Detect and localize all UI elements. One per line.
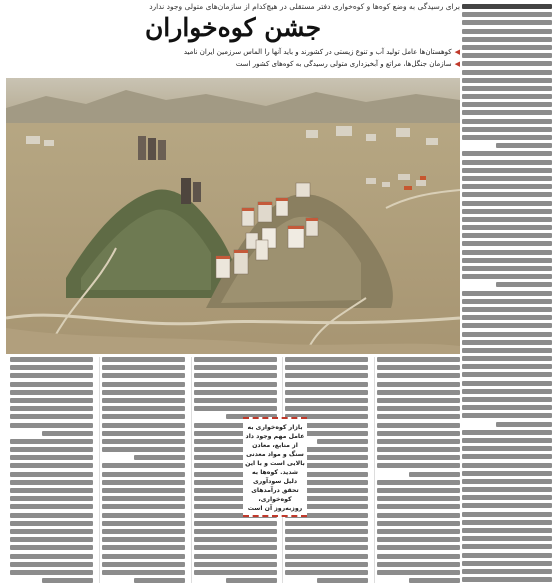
text-column-4 <box>102 357 185 583</box>
article-lead <box>6 46 460 70</box>
article-headline: جشن کوه‌خواران <box>144 13 322 42</box>
paragraph <box>462 4 552 582</box>
article-photo <box>6 78 460 354</box>
right-text-column <box>462 4 552 582</box>
text-column-1 <box>377 357 460 583</box>
pull-quote-text: بازار کوه‌خواری به عامل مهم وجود داد از منابع، معادن سنگ و مواد معدنی بالایی است و با این شدید. کوه‌ها به دلیل سودآوری تحقق درآمدهای کوه‌خواری، روزبه‌روز آن است <box>245 424 305 512</box>
body-text-columns <box>6 357 460 583</box>
lead-line-1: ◀کوهستان‌ها عامل تولید آب و تنوع زیستی در کشورند و باید آنها را الماس سرزمین ایران نامید <box>183 48 460 56</box>
pull-quote <box>243 417 307 517</box>
article-kicker: برای رسیدگی به وضع کوه‌ها و کوه‌خواری دفتر مستقلی در هیچ‌کدام از سازمان‌های متولی وجود ندارد <box>149 2 460 11</box>
text-column-5 <box>10 357 93 583</box>
bullet-icon: ◀ <box>454 60 460 68</box>
aerial-mountain-construction-image <box>6 78 460 354</box>
lead-line-2: ◀سازمان جنگل‌ها، مراتع و آبخیزداری متولی رسیدگی به کوه‌های کشور است <box>235 60 460 68</box>
bullet-icon: ◀ <box>454 48 460 56</box>
